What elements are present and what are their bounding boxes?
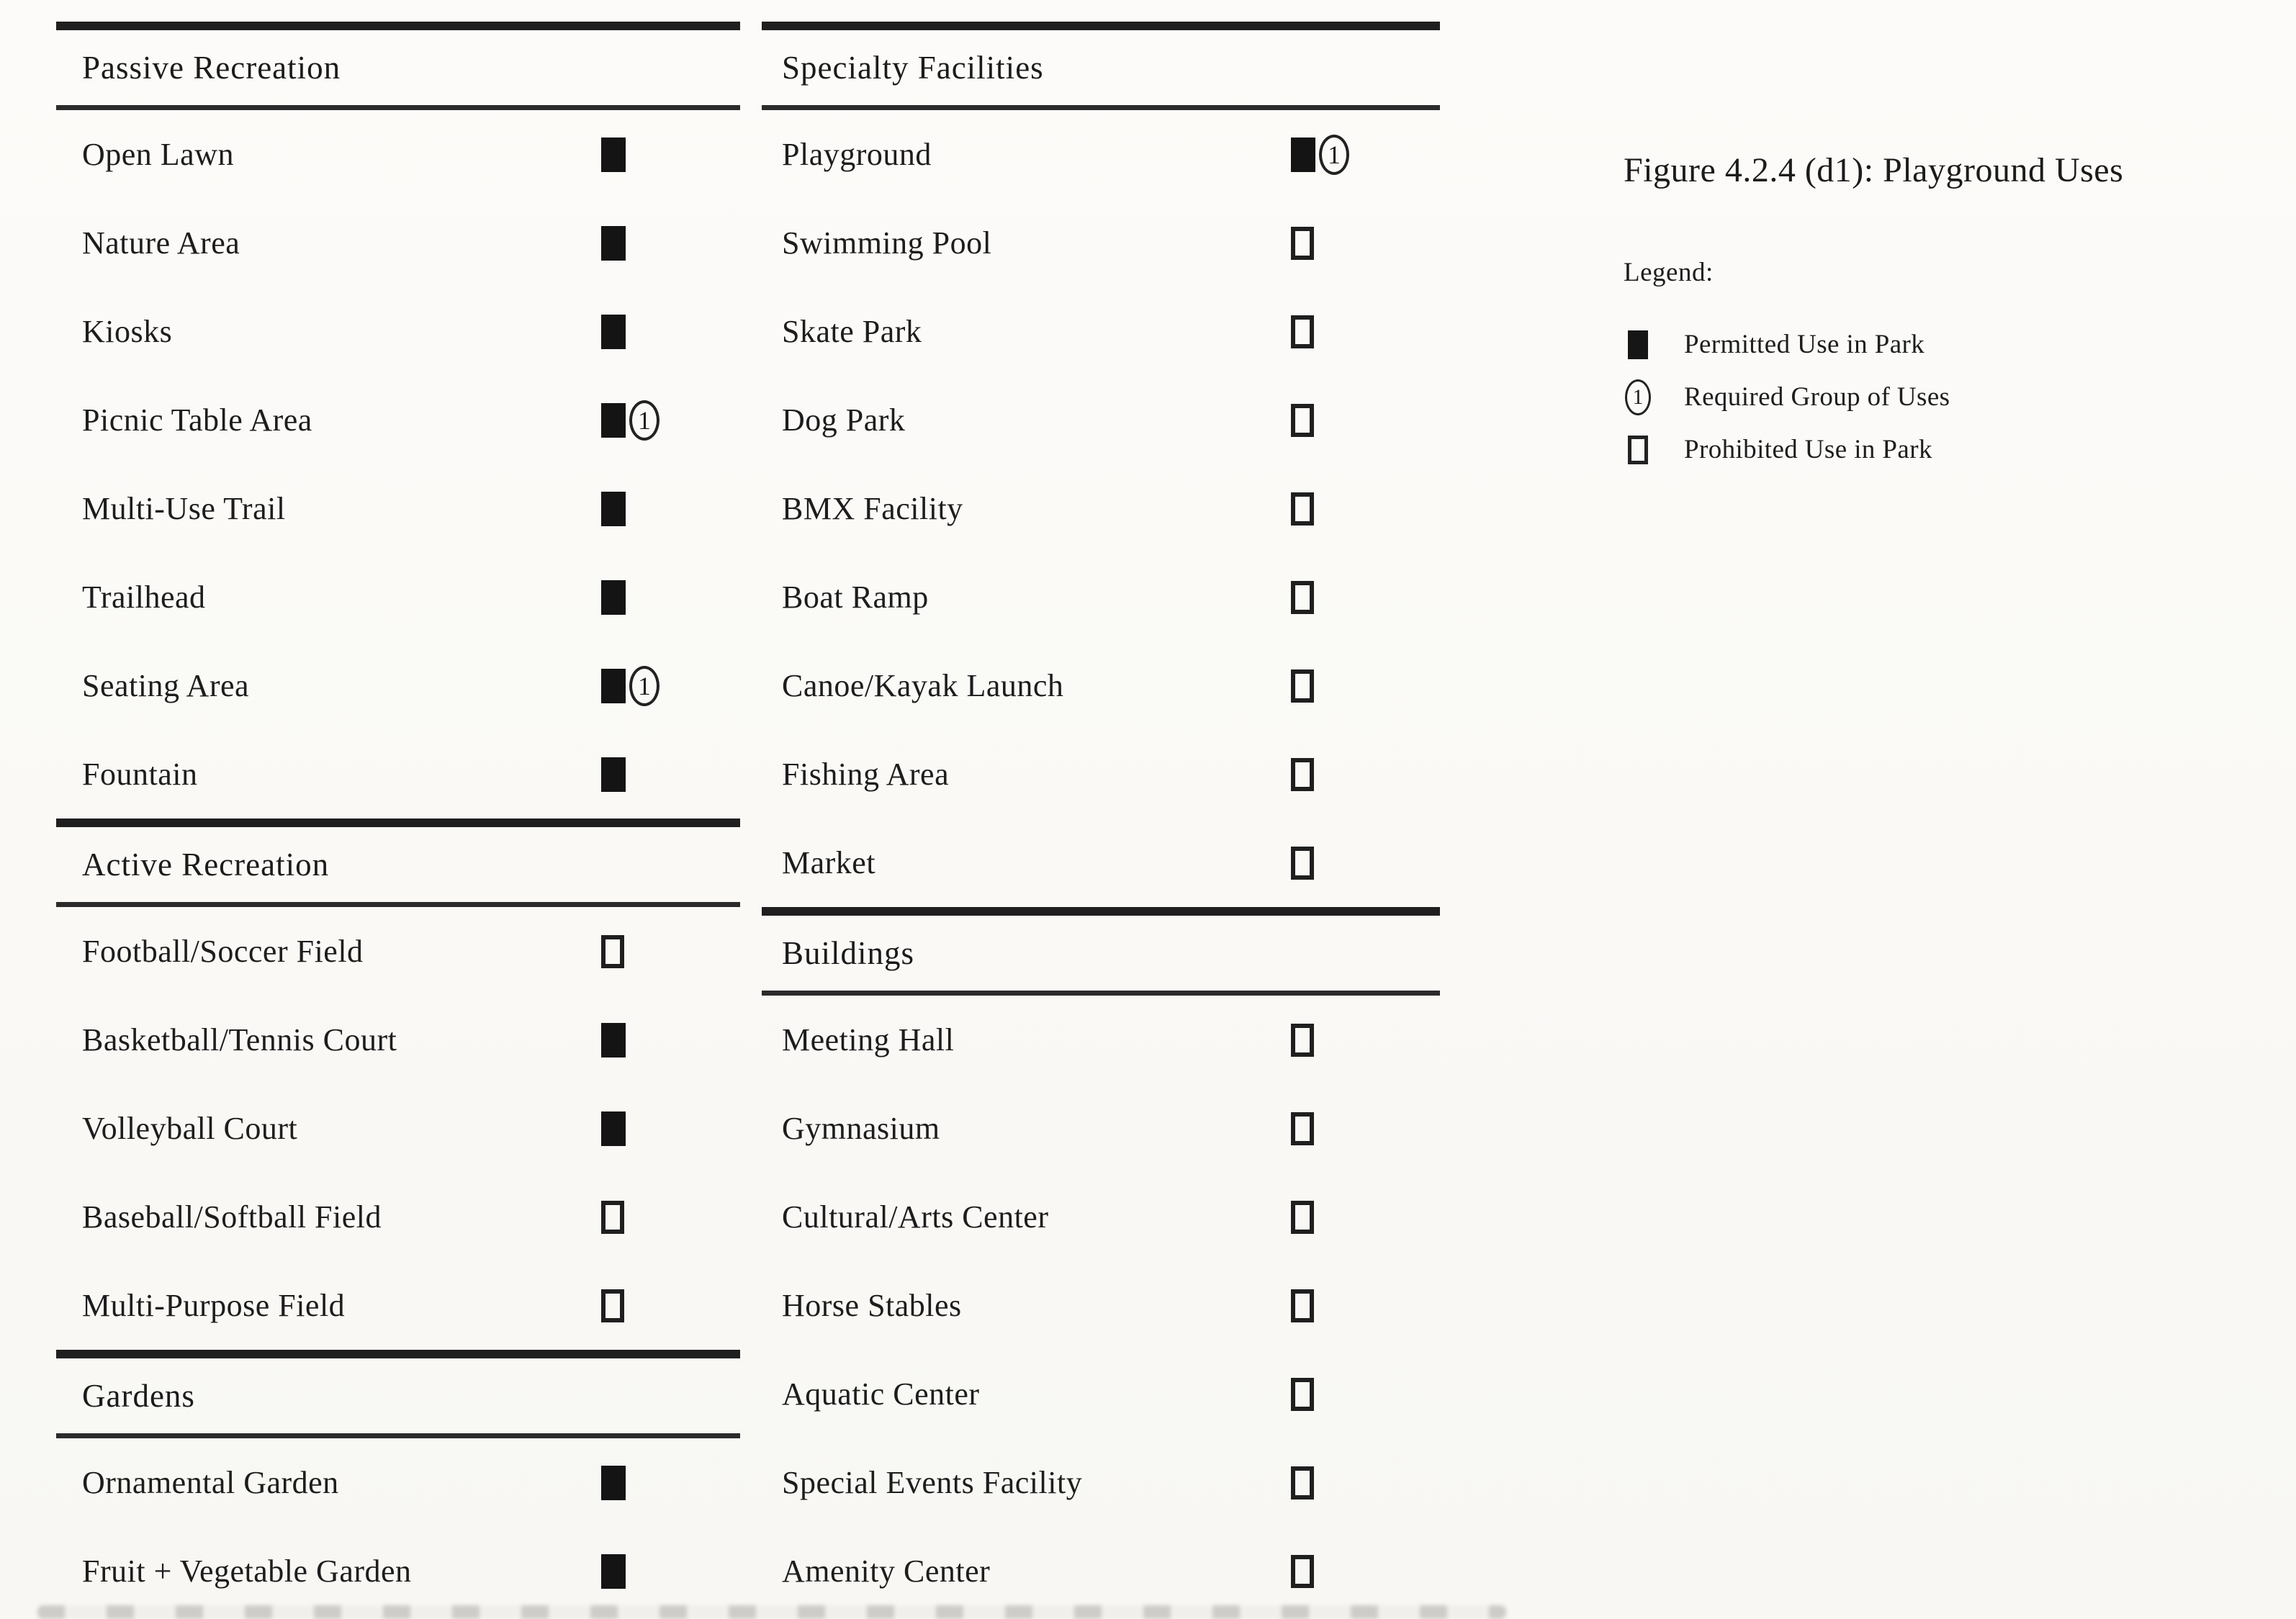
- table-row: [762, 818, 1440, 907]
- table-row: [762, 1084, 1440, 1173]
- table-row: [762, 1261, 1440, 1350]
- row-label: Market: [782, 845, 876, 880]
- table-row: [56, 1173, 740, 1261]
- prohibited-mark: [1291, 1466, 1314, 1500]
- prohibited-open-square-icon: [1291, 1024, 1314, 1057]
- prohibited-open-square-icon: [1291, 1378, 1314, 1411]
- row-label: Skate Park: [782, 314, 922, 349]
- prohibited-open-square-icon: [1291, 315, 1314, 348]
- permitted-mark: [601, 315, 626, 349]
- row-label: Fishing Area: [782, 757, 950, 792]
- prohibited-mark: [1291, 1378, 1314, 1411]
- row-label: Volleyball Court: [82, 1111, 298, 1146]
- permitted-mark: [601, 1023, 626, 1057]
- table-row: [56, 1261, 740, 1350]
- row-label: Baseball/Softball Field: [82, 1199, 382, 1235]
- table-row: [762, 641, 1440, 730]
- prohibited-open-square-icon: [1291, 1466, 1314, 1500]
- filled-square-icon: [1628, 330, 1648, 359]
- table-row: [56, 376, 740, 464]
- prohibited-mark: [1291, 1555, 1314, 1588]
- row-label: Picnic Table Area: [82, 402, 312, 438]
- section-header-label: Passive Recreation: [82, 50, 341, 86]
- legend-list: [1624, 318, 2286, 476]
- legend-item: [1624, 318, 2286, 371]
- row-label: Multi-Purpose Field: [82, 1288, 346, 1323]
- row-label: Special Events Facility: [782, 1465, 1083, 1500]
- permitted-filled-square-icon: [601, 1023, 626, 1057]
- prohibited-open-square-icon: [1291, 1112, 1314, 1145]
- prohibited-open-square-icon: [601, 1289, 624, 1322]
- prohibited-open-square-icon: [1291, 758, 1314, 791]
- permitted-filled-square-icon: [601, 403, 626, 438]
- prohibited-mark: [601, 935, 624, 968]
- prohibited-mark: [1291, 315, 1314, 348]
- figure-caption: Figure 4.2.4 (d1): Playground Uses: [1624, 151, 2124, 189]
- permitted-mark: [601, 1466, 626, 1500]
- open-square-icon: [1628, 436, 1648, 464]
- permitted-mark: [601, 1111, 626, 1146]
- table-row: [762, 110, 1440, 199]
- prohibited-open-square-icon: [601, 1201, 624, 1234]
- table-row: [762, 376, 1440, 464]
- prohibited-mark: [1291, 581, 1314, 614]
- section-header: [56, 22, 740, 110]
- table-row: [56, 464, 740, 553]
- row-label: Cultural/Arts Center: [782, 1199, 1049, 1235]
- table-row: [56, 1527, 740, 1615]
- legend-symbol-cell: [1624, 379, 1684, 415]
- prohibited-mark: [1291, 1289, 1314, 1322]
- row-label: Meeting Hall: [782, 1022, 955, 1057]
- prohibited-open-square-icon: [1291, 1289, 1314, 1322]
- row-label: Nature Area: [82, 225, 240, 261]
- use-table-specialty-buildings: [762, 22, 1440, 1615]
- required-group-circled-one-icon: 1: [629, 666, 659, 706]
- row-label: Ornamental Garden: [82, 1465, 339, 1500]
- table-row: [762, 1527, 1440, 1615]
- row-label: Boat Ramp: [782, 579, 929, 615]
- prohibited-open-square-icon: [601, 935, 624, 968]
- legend-item-label: Required Group of Uses: [1684, 382, 1950, 412]
- permitted-filled-square-icon: [601, 580, 626, 615]
- prohibited-mark: [1291, 758, 1314, 791]
- row-label: Amenity Center: [782, 1553, 991, 1589]
- permitted-filled-square-icon: [601, 1466, 626, 1500]
- circled-one-icon: 1: [1625, 379, 1651, 415]
- section-header-label: Gardens: [82, 1378, 195, 1414]
- section-header: [56, 1350, 740, 1438]
- permitted-mark: [601, 580, 626, 615]
- prohibited-mark: [601, 1201, 624, 1234]
- section-header-label: Active Recreation: [82, 847, 330, 883]
- table-row: [762, 730, 1440, 818]
- table-row: [762, 553, 1440, 641]
- prohibited-mark: [1291, 1201, 1314, 1234]
- row-label: Aquatic Center: [782, 1376, 980, 1412]
- legend-item-label: Permitted Use in Park: [1684, 330, 1925, 359]
- prohibited-mark: [1291, 669, 1314, 703]
- section-header-label: Specialty Facilities: [782, 50, 1044, 86]
- permitted-mark: [601, 1554, 626, 1589]
- row-label: Playground: [782, 137, 932, 172]
- prohibited-open-square-icon: [1291, 492, 1314, 526]
- permitted-filled-square-icon: [601, 137, 626, 172]
- permitted-filled-square-icon: [1291, 137, 1315, 172]
- legend-symbol-cell: [1624, 436, 1684, 464]
- table-row: [56, 1084, 740, 1173]
- prohibited-open-square-icon: [1291, 669, 1314, 703]
- row-label: Gymnasium: [782, 1111, 940, 1146]
- permitted-filled-square-icon: [601, 492, 626, 526]
- row-label: Basketball/Tennis Court: [82, 1022, 397, 1057]
- scan-artifact-bottom: [37, 1605, 1506, 1619]
- permitted-mark: [601, 492, 626, 526]
- row-label: Fruit + Vegetable Garden: [82, 1553, 412, 1589]
- row-label: Swimming Pool: [782, 225, 992, 261]
- legend-item: [1624, 423, 2286, 476]
- row-label: BMX Facility: [782, 491, 963, 526]
- use-table-passive-active-gardens: [56, 22, 740, 1615]
- legend-title: Legend:: [1624, 258, 1714, 287]
- permitted-mark: [601, 757, 626, 792]
- prohibited-open-square-icon: [1291, 227, 1314, 260]
- table-row: [56, 553, 740, 641]
- prohibited-mark: [1291, 1112, 1314, 1145]
- permitted-filled-square-icon: [601, 1554, 626, 1589]
- permitted-filled-square-icon: [601, 226, 626, 261]
- legend-item-label: Prohibited Use in Park: [1684, 435, 1932, 464]
- table-row: [762, 199, 1440, 287]
- row-label: Open Lawn: [82, 137, 234, 172]
- row-label: Multi-Use Trail: [82, 491, 286, 526]
- row-label: Canoe/Kayak Launch: [782, 668, 1064, 703]
- legend-panel: [1624, 148, 2286, 476]
- permitted-filled-square-icon: [601, 757, 626, 792]
- section-header: [56, 818, 740, 907]
- legend-item: [1624, 371, 2286, 423]
- table-row: [56, 110, 740, 199]
- table-row: [762, 464, 1440, 553]
- prohibited-mark: [1291, 847, 1314, 880]
- prohibited-mark: [1291, 227, 1314, 260]
- row-label: Kiosks: [82, 314, 173, 349]
- prohibited-mark: [1291, 1024, 1314, 1057]
- section-header: [762, 907, 1440, 996]
- prohibited-open-square-icon: [1291, 1201, 1314, 1234]
- table-row: [56, 199, 740, 287]
- prohibited-open-square-icon: [1291, 404, 1314, 437]
- row-label: Horse Stables: [782, 1288, 962, 1323]
- required-group-circled-one-icon: 1: [1319, 135, 1349, 175]
- row-label: Seating Area: [82, 668, 250, 703]
- table-row: [762, 1350, 1440, 1438]
- permitted-mark: [601, 137, 626, 172]
- permitted-filled-square-icon: [601, 669, 626, 703]
- table-row: [56, 996, 740, 1084]
- prohibited-open-square-icon: [1291, 1555, 1314, 1588]
- section-header: [762, 22, 1440, 110]
- section-header-label: Buildings: [782, 935, 915, 971]
- permitted-required-group-mark: [1291, 135, 1349, 175]
- permitted-required-group-mark: [601, 400, 659, 441]
- table-row: [56, 730, 740, 818]
- prohibited-open-square-icon: [1291, 847, 1314, 880]
- table-row: [762, 1173, 1440, 1261]
- permitted-required-group-mark: [601, 666, 659, 706]
- legend-symbol-cell: [1624, 330, 1684, 359]
- table-row: [762, 1438, 1440, 1527]
- table-row: [762, 996, 1440, 1084]
- table-row: [56, 641, 740, 730]
- permitted-filled-square-icon: [601, 1111, 626, 1146]
- prohibited-mark: [601, 1289, 624, 1322]
- table-row: [56, 907, 740, 996]
- permitted-filled-square-icon: [601, 315, 626, 349]
- required-group-circled-one-icon: 1: [629, 400, 659, 441]
- table-row: [762, 287, 1440, 376]
- row-label: Football/Soccer Field: [82, 934, 364, 969]
- prohibited-open-square-icon: [1291, 581, 1314, 614]
- permitted-mark: [601, 226, 626, 261]
- table-row: [56, 1438, 740, 1527]
- table-row: [56, 287, 740, 376]
- prohibited-mark: [1291, 404, 1314, 437]
- row-label: Trailhead: [82, 579, 206, 615]
- row-label: Dog Park: [782, 402, 906, 438]
- prohibited-mark: [1291, 492, 1314, 526]
- row-label: Fountain: [82, 757, 198, 792]
